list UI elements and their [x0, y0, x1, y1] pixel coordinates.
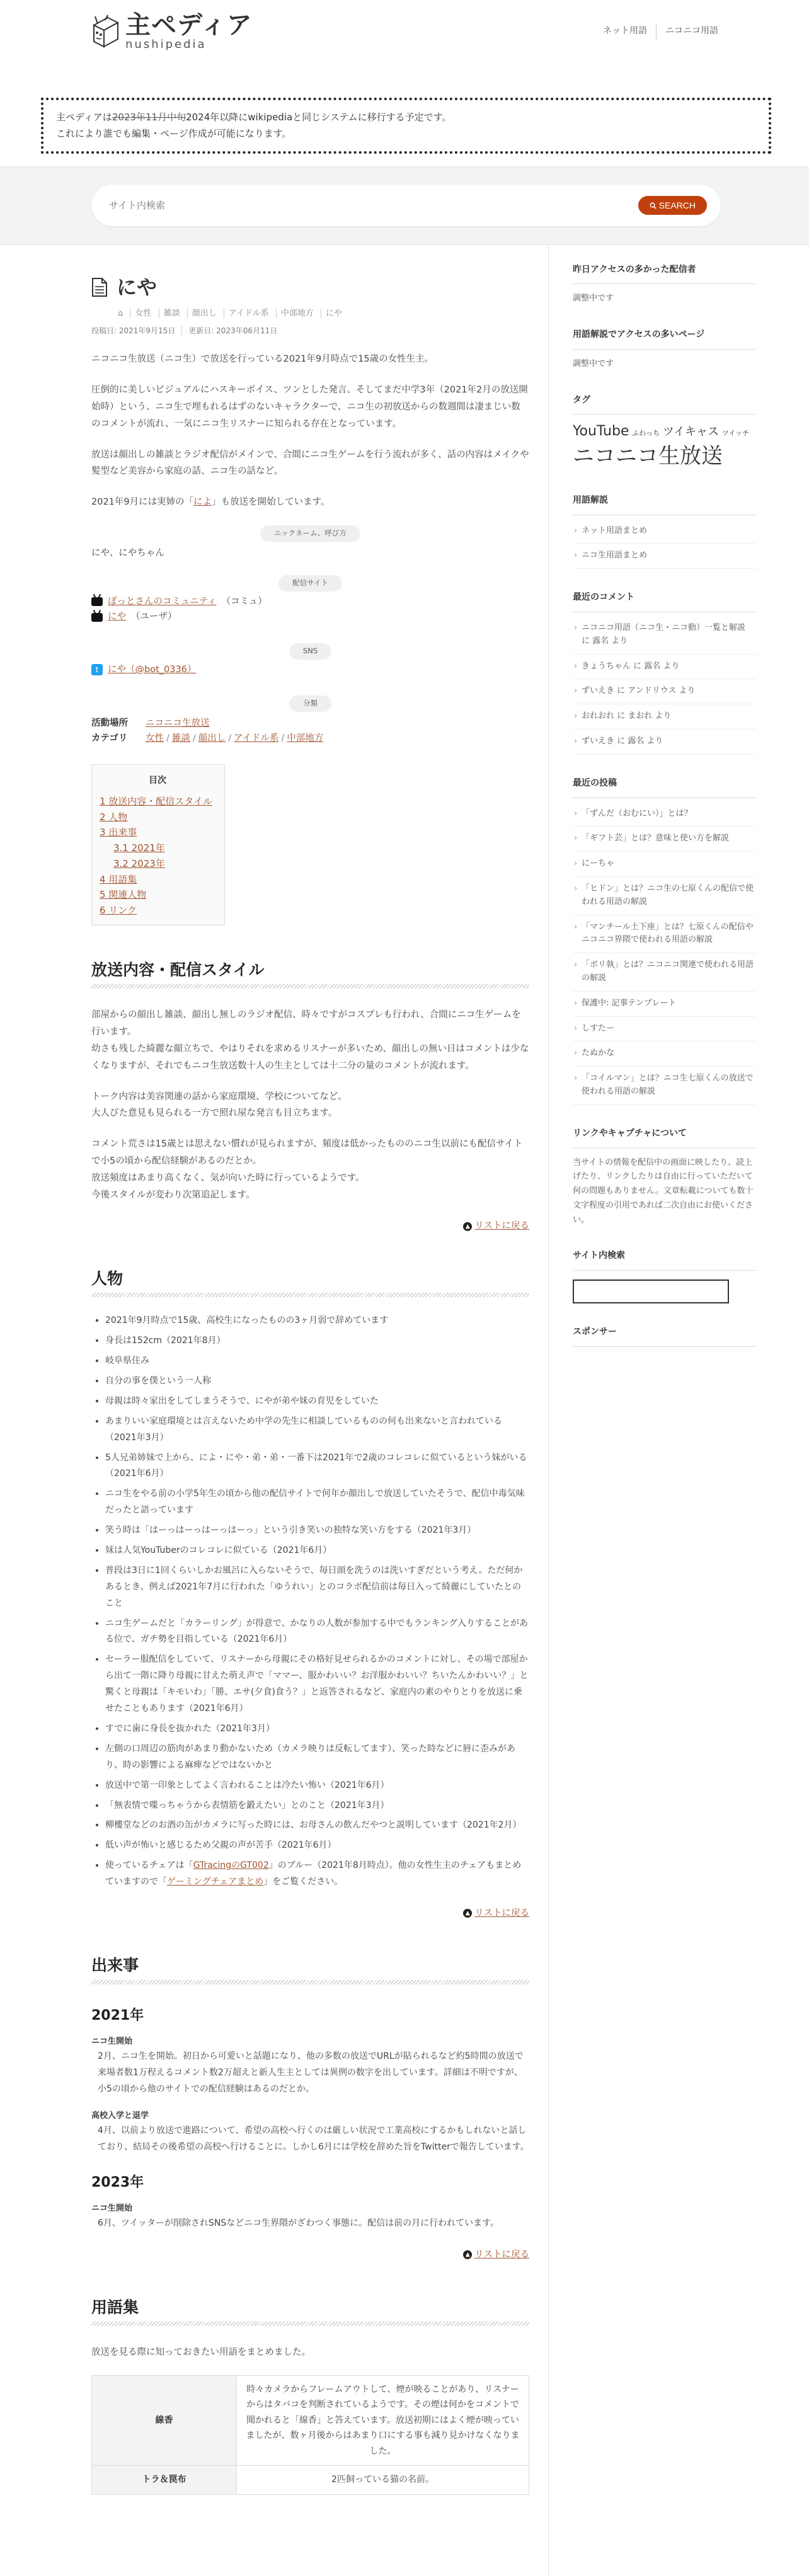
tag-link[interactable]: ふわっち	[632, 429, 660, 438]
back-to-list-link[interactable]	[463, 1906, 529, 1921]
page-title: にや	[117, 275, 158, 299]
post-item[interactable]: › たぬかな	[573, 1041, 756, 1067]
glossary-term: トラ＆罠布	[92, 2466, 237, 2495]
community-suffix: （コミュ）	[221, 596, 267, 607]
section-paragraph: 今後スタイルが変わり次第追記します。	[91, 1189, 255, 1200]
niconico-icon	[91, 597, 103, 606]
recent-posts-list	[573, 802, 756, 1105]
sns-label: SNS	[289, 643, 331, 660]
search-band	[0, 166, 809, 245]
post-item[interactable]: › にーちゃ	[573, 852, 756, 877]
text: 2021年9月には実姉の「	[91, 497, 194, 508]
post-item[interactable]: › 「ギフト芸」とは？意味と使い方を解説	[573, 827, 756, 852]
post-item[interactable]: › 「ずんだ（おむにい）」とは？	[573, 802, 756, 827]
comment-item[interactable]: › きょうちゃん に 露名 より	[573, 655, 756, 680]
nav-net-terms[interactable]: ネット用語	[603, 26, 647, 37]
list-item: • すでに歯に身長を抜かれた（2021年3月）	[105, 1721, 529, 1737]
user-suffix: （ユーザ）	[131, 612, 177, 622]
sidebar-heading: 用語解説	[573, 493, 756, 515]
sidebar-text: 当サイトの情報を配信中の画面に映したり、読上げたり、リンクしたりは自由に行っていただいて何の問題もありません。文章転載についても数十文字程度の引用であれば二次自由にお使いください。	[573, 1157, 754, 1225]
chair-link[interactable]: GTracingのGT002	[193, 1860, 269, 1871]
site-header	[0, 0, 809, 63]
notice-line2: これにより誰でも編集・ページ作成が可能になります。	[56, 128, 292, 140]
list-item: • 低い声が怖いと感じるため父親の声が苦手（2021年6月）	[105, 1838, 529, 1854]
user-link[interactable]: にや	[108, 612, 126, 622]
sidebar-text: 調整中です	[573, 358, 614, 369]
classification-label: 分類	[289, 696, 331, 712]
logo-mascot-icon	[91, 14, 120, 49]
back-label: リストに戻る	[474, 1908, 529, 1918]
section-paragraph: コメント荒さは15歳とは思えない慣れが見られますが、頻度は低かったもののニコ生以前にも配信サイトで小5の頃から配信経験があるのだとか。	[91, 1139, 523, 1167]
list-item: • ニコ生をやる前の小学5年生の頃から他の配信サイトで何年か顔出しで放送していたそうで、配信中毒気味だったと語っています	[105, 1486, 529, 1519]
sidebar-heading: タグ	[573, 393, 756, 415]
niconico-icon	[91, 613, 103, 622]
list-item: • 普段は3日に1回くらいしかお風呂に入らないそうで、毎日頭を洗うのは洗いすぎだという考え。ただ何かあるとき、例えば2021年7月に行われた「ゆうれい」とのコラボ配信前は毎日入って綺麗にしていたとのこと	[105, 1563, 529, 1612]
toc-item[interactable]: 3 出来事	[100, 827, 137, 839]
toc-item[interactable]: 3.2 2023年	[113, 857, 165, 869]
table-row	[92, 2466, 529, 2495]
list-item: • 左側の口周辺の筋肉があまり動かないため（カメラ映りは反転してます）、笑った時などに唇に歪みがあり、時の影響による麻痺などではないかと	[105, 1741, 529, 1774]
list-item: • ニコ生ゲームだと「カラーリング」が得意で、かなりの人数が参加する中でもランキング入りすることがある位で、ガチ勢を目指している（2021年6月）	[105, 1616, 529, 1649]
site-search-input[interactable]	[109, 200, 487, 211]
category-link[interactable]: 雑談	[171, 733, 190, 744]
tag-link[interactable]: ツイキャス	[662, 425, 720, 439]
back-label: リストに戻る	[474, 1221, 529, 1232]
glossary-definition: 時々カメラからフレームアウトして、煙が映ることがあり、リスナーからはタバコを判断されているようです。その煙は何かをコメントで聞かれると「線香」と答えています。放送初期にはよく煙が映っていましたが、数ヶ月後からはあまり口にする事も減り見かけなくなりました。	[237, 2375, 529, 2466]
post-item[interactable]: › しすたー	[573, 1017, 756, 1042]
list-item: • セーラー服配信をしていて、リスナーから母親にその格好見せられるかのコメントに対し、その場で部屋から出て一階に降り母親に甘えた萌え声で「ママー、服かわいい？お洋服かわいい？ちいたんかわいい？」と驚くと母親は「キモいわ」「勝、エサ(夕食)食う？」と返答されるなど、家庭内の素のやりとりを放送に乗せたこともあります（2021年6月）	[105, 1652, 529, 1717]
glossary-definition: 2匹飼っている猫の名前。	[237, 2466, 529, 2495]
nickname-label: ニックネーム、呼び方	[260, 525, 360, 542]
tag-link[interactable]: ツイッチ	[721, 429, 750, 438]
main-content	[91, 245, 529, 2576]
posted-date: 投稿日: 2021年9月15日	[91, 326, 176, 335]
nav-nico-terms[interactable]: ニコニコ用語	[656, 24, 727, 39]
breadcrumb-item[interactable]: 雑談	[159, 309, 185, 318]
notice-text: 主ペディアは	[56, 112, 112, 123]
event-heading: ニコ生開始	[91, 2037, 133, 2047]
arrow-up-icon: ▲	[463, 1222, 472, 1231]
list-item: • 放送中で第一印象としてよく言われることは冷たい怖い（2021年6月）	[105, 1778, 529, 1794]
sidebar-heading: 最近のコメント	[573, 590, 756, 612]
sidebar-search-input[interactable]	[573, 1279, 729, 1303]
back-label: リストに戻る	[474, 2249, 529, 2260]
section-heading-glossary: 用語集	[91, 2294, 529, 2331]
toc-item[interactable]: 1 放送内容・配信スタイル	[100, 795, 213, 807]
activity-area-key: 活動場所	[91, 718, 128, 728]
tag-link[interactable]: YouTube	[573, 423, 629, 440]
toc-item[interactable]: 6 リンク	[100, 905, 137, 917]
category-link[interactable]: 女性	[146, 733, 164, 744]
post-item[interactable]: › 保護中: 記事テンプレート	[573, 992, 756, 1017]
breadcrumb-item[interactable]: 中部地方	[276, 309, 318, 318]
toc-title: 目次	[149, 776, 166, 786]
intro-paragraph	[91, 494, 529, 511]
list-item: • 母親は時々家出をしてしまうそうで、にやが弟や妹の育児をしていた	[105, 1394, 529, 1410]
post-item[interactable]: › 「マンチール土下座」とは？七原くんの配信やニコニコ界隈で使われる用語の解説	[573, 915, 756, 954]
section-heading-events: 出来事	[91, 1952, 529, 1989]
document-icon	[91, 277, 108, 297]
activity-area-link[interactable]: ニコニコ生放送	[146, 718, 210, 728]
toc-item[interactable]: 3.1 2021年	[113, 842, 165, 854]
section-paragraph: トーク内容は美容関連の話から家庭環境、学校についてなど。	[91, 1091, 347, 1102]
arrow-up-icon: ▲	[463, 1909, 472, 1918]
glossary-intro: 放送を見る際に知っておきたい用語をまとめました。	[91, 2347, 311, 2358]
breadcrumb-item[interactable]: 顔出し	[187, 309, 221, 318]
search-button-label: SEARCH	[658, 200, 696, 210]
list-item: • あまりいい家庭環境とは言えないため中学の先生に相談しているものの何も出来ないと言われている（2021年3月）	[105, 1414, 529, 1446]
section-paragraph: 部屋からの顔出し雑談、顔出し無しのラジオ配信、時々ですがコスプレも行われ、合間にニコ生ゲームを行います。	[91, 1010, 521, 1038]
text: 」も放送を開始しています。	[212, 497, 330, 508]
comment-item[interactable]: › おれおれ に まおれ より	[573, 704, 756, 730]
intro-paragraph: 放送は顔出しの雑談とラジオ配信がメインで、合間にニコ生ゲームを行う流れが多く、話の内容はメイクや髪型など美容から家庭の話、ニコ生の話など。	[91, 449, 529, 477]
category-link[interactable]: アイドル系	[234, 733, 279, 744]
post-item[interactable]: › 「コイルマン」とは？ニコ生七原くんの放送で使われる用語の解説	[573, 1067, 756, 1105]
event-text: 4月、以前より放送で進路について、希望の高校へ行くのは厳しい状況で工業高校にするかもしれないと話しており、結局その後希望の高校へ行けることに。しかし6月には学校を辞めた旨をTwitterで報告しています。	[98, 2126, 529, 2152]
sidebar-heading: スポンサー	[573, 1325, 756, 1347]
intro-paragraph: 圧倒的に美しいビジュアルにハスキーボイス、ツンとした発言、そしてまだ中学3年（2021年2月の放送開始時）という、ニコ生で埋もれるはずのないキャラクターで、ニコ生の初放送からの数週間は凄まじい数のコメントが流れ、一気にニコ生リスナーに知られる存在となっています。	[91, 385, 528, 429]
sidebar-heading: サイト内検索	[573, 1249, 756, 1271]
list-item: • 自分の事を僕という一人称	[105, 1373, 529, 1390]
year-heading-2021: 2021年	[91, 2007, 144, 2024]
breadcrumb-item[interactable]: 女性	[130, 309, 156, 318]
header-nav	[594, 24, 727, 39]
toc-item[interactable]: 4 用語集	[100, 873, 137, 885]
twitter-icon: t	[91, 664, 103, 675]
logo-subtitle: nushipedia	[125, 38, 207, 51]
post-item[interactable]: › 「ボリ執」とは？ニコニコ関連で使われる用語の解説	[573, 953, 756, 992]
toc-item[interactable]: 2 人物	[100, 811, 128, 823]
sidebar-link[interactable]: › ネット用語まとめ	[573, 519, 756, 544]
arrow-up-icon: ▲	[463, 2250, 472, 2259]
event-text: 6月、ツイッターが削除されSNSなどニコ生界隈がざわつく事態に。配信は前の月に行われています。	[98, 2218, 500, 2229]
twitter-link[interactable]: にや（@bot_0336）	[108, 664, 197, 675]
section-paragraph: 放送頻度はあまり高くなく、気が向いた時に行っているようです。	[91, 1172, 365, 1183]
recent-comments-list	[573, 616, 756, 755]
migration-notice	[41, 98, 771, 154]
comment-item[interactable]: › ずいえき に 露名 より	[573, 730, 756, 755]
category-link[interactable]: 顔出し	[198, 733, 226, 744]
event-heading: 高校入学と退学	[91, 2110, 149, 2121]
terms-list	[573, 519, 756, 570]
section-paragraph: 大人びた意見も見られる一方で照れ屋な発言も目立ちます。	[91, 1108, 338, 1119]
sister-link[interactable]: によ	[193, 497, 212, 508]
section-heading-person: 人物	[91, 1266, 529, 1302]
search-button[interactable]	[638, 196, 707, 215]
post-dates	[91, 324, 529, 337]
category-link[interactable]: 中部地方	[287, 733, 324, 744]
breadcrumb	[118, 307, 529, 321]
streaming-site-label: 配信サイト	[278, 575, 342, 592]
community-link[interactable]: ぽっとさんのコミュニティ	[108, 596, 217, 607]
comment-item[interactable]: › ずいえき に アンドリウス より	[573, 679, 756, 704]
event-text: 2月、ニコ生を開始。初日から可愛いと話題になり、他の多数の放送でURLが貼られるなど約5時間の放送で来場者数1万程えるコメント数2万超えと新人生主としては異例の数字を出しています。詳細は不明ですが、小5の頃から他のサイトでの配信経験はあるのだとか。	[98, 2051, 524, 2095]
list-item: • 妹は人気YouTuberのコレコレに似ている（2021年6月）	[105, 1543, 529, 1559]
person-facts-list	[91, 1313, 529, 1891]
notice-text: 2024年以降にwikipediaと同じシステムに移行する予定です。	[186, 112, 452, 123]
classification-table: 活動場所 ニコニコ生放送 カテゴリ 女性 / 雑談 / 顔出し / アイドル系 / 中部地方	[91, 716, 529, 747]
event-heading: ニコ生開始	[91, 2204, 133, 2214]
sidebar-heading: 最近の投稿	[573, 776, 756, 798]
text: 」をご覧ください。	[263, 1877, 343, 1887]
sidebar	[548, 245, 756, 2576]
table-of-contents	[91, 764, 225, 925]
list-item: • 身長は152cm（2021年8月）	[105, 1333, 529, 1349]
post-item[interactable]: › 「ヒドン」とは？ニコ生の七原くんの配信で使われる用語の解説	[573, 877, 756, 915]
logo-title: 主ペディア	[125, 11, 253, 40]
breadcrumb-current: にや	[321, 309, 347, 318]
list-item: • 「無表情で喋っちゃうから表情筋を鍛えたい」とのこと（2021年3月）	[105, 1798, 529, 1814]
list-item: • 笑う時は「はーっはーっはーっはーっ」という引き笑いの独特な笑い方をする（2021年3月）	[105, 1523, 529, 1539]
back-to-list-link[interactable]	[463, 2247, 529, 2263]
sidebar-heading: 昨日アクセスの多かった配信者	[573, 263, 756, 285]
section-paragraph: 幼さも残した綺麗な顔立ちで、やはりそれを求めるリスナーが多いため、顔出しの無い日はコメントは少なくなりますが、それでもニコ生放送数十人の生主としては十二分の量のコメントが流れます。	[91, 1044, 529, 1071]
sidebar-text: 調整中です	[573, 294, 614, 304]
glossary-table	[91, 2375, 529, 2495]
intro-paragraph: ニコニコ生放送（ニコ生）で放送を行っている2021年9月時点で15歳の女性生主。	[91, 354, 434, 365]
back-to-list-link[interactable]	[463, 1218, 529, 1234]
list-item: • 2021年9月時点で15歳、高校生になったものの3ヶ月弱で辞めています	[105, 1313, 529, 1329]
text: 」のブルー（2021年8月時点）。他の女性生主のチェアもまとめていますので「	[105, 1860, 522, 1887]
glossary-term: 線香	[92, 2375, 237, 2466]
sidebar-link[interactable]: › ニコ生用語まとめ	[573, 544, 756, 569]
breadcrumb-item[interactable]: アイドル系	[224, 309, 273, 318]
sidebar-heading: 用語解説でアクセスの多いページ	[573, 328, 756, 350]
sidebar-heading: リンクやキャプチャについて	[573, 1126, 756, 1148]
search-box	[91, 185, 721, 226]
text: 使っているチェアは「	[105, 1860, 193, 1871]
tag-cloud	[573, 422, 756, 471]
year-heading-2023: 2023年	[91, 2174, 144, 2190]
list-item	[105, 1858, 529, 1891]
notice-struck-date: 2023年11月中旬	[112, 112, 186, 123]
tag-link[interactable]: ニコニコ生放送	[573, 444, 723, 469]
search-icon	[650, 202, 657, 209]
list-item: • 5人兄弟姉妹で上から、によ・にや・弟・弟・一番下は2021年で2歳のコレコレに似ているという妹がいる（2021年6月）	[105, 1450, 529, 1483]
gaming-chair-link[interactable]: ゲーミングチェアまとめ	[167, 1877, 264, 1887]
toc-item[interactable]: 5 関連人物	[100, 889, 147, 901]
list-item: • 岐阜県住み	[105, 1353, 529, 1370]
breadcrumb-home-icon[interactable]: ⌂	[118, 308, 123, 318]
list-item: • 柳樓堂などのお酒の缶がカメラに写った時には、お母さんの飲んだやつと説明しています（2021年2月）	[105, 1818, 529, 1834]
site-logo[interactable]	[91, 13, 253, 50]
table-row	[92, 2375, 529, 2466]
comment-item[interactable]: › ニコニコ用語（ニコ生・ニコ動）一覧と解説 に 露名 より	[573, 616, 756, 655]
updated-date: 更新日: 2023年06月11日	[181, 326, 277, 335]
section-heading-broadcast: 放送内容・配信スタイル	[91, 957, 529, 993]
category-key: カテゴリ	[91, 733, 128, 744]
nickname-value: にや、にやちゃん	[91, 547, 164, 558]
